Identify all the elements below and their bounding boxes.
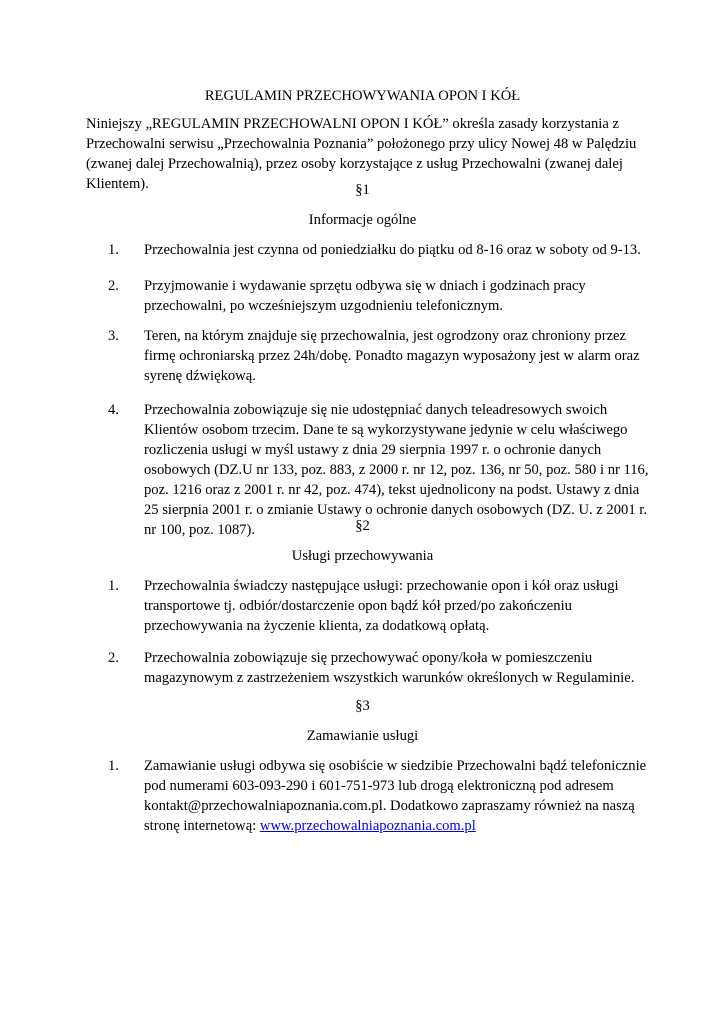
list-item-number: 1. xyxy=(108,758,119,774)
document-title: REGULAMIN PRZECHOWYWANIA OPON I KÓŁ xyxy=(204,88,521,104)
section-1-heading: Informacje ogólne xyxy=(308,212,417,228)
list-item-text: Przechowalnia jest czynna od poniedziałku do piątku od 8-16 oraz w soboty od 9-13. xyxy=(144,242,641,258)
section-3-heading: Zamawianie usługi xyxy=(306,728,419,744)
section-3-symbol: §3 xyxy=(355,698,370,714)
list-item-text xyxy=(144,756,650,836)
list-item-text: Teren, na którym znajduje się przechowalnia, jest ogrodzony oraz chroniony przez firmę ochroniarską przez 24h/dobę. Ponadto magazyn wyposażony jest w alarm oraz syrenę dźwiękową. xyxy=(144,328,640,384)
list-item-number: 4. xyxy=(108,402,119,418)
list-item-text: Przyjmowanie i wydawanie sprzętu odbywa się w dniach i godzinach pracy przechowalni, po wcześniejszym uzgodnieniu telefonicznym. xyxy=(144,278,586,314)
list-item-number: 3. xyxy=(108,328,119,344)
list-item-number: 1. xyxy=(108,578,119,594)
intro-paragraph: Niniejszy „REGULAMIN PRZECHOWALNI OPON I KÓŁ” określa zasady korzystania z Przechowalni serwisu „Przechowalnia Poznania” położonego przy ulicy Nowej 48 w Palędziu (zwanej dalej Przechowalnią), przez osoby korzystające z usług Przechowalni (zwanej dalej Klientem). xyxy=(86,116,637,192)
list-item-text: Przechowalnia zobowiązuje się przechowywać opony/koła w pomieszczeniu magazynowym z zastrzeżeniem wszystkich warunków określonych w Regulaminie. xyxy=(144,650,635,686)
section-1-symbol: §1 xyxy=(355,182,370,198)
section-2-symbol: §2 xyxy=(355,518,370,534)
list-item-text: Przechowalnia zobowiązuje się nie udostępniać danych teleadresowych swoich Klientów osobom trzecim. Dane te są wykorzystywane jedynie w celu właściwego rozliczenia usługi w myśl ustawy z dnia 29 sierpnia 1997 r. o ochronie danych osobowych (DZ.U nr 133, poz. 883, z 2000 r. nr 12, poz. 136, nr 50, poz. 580 i nr 116, poz. 1216 oraz z 2001 r. nr 42, poz. 474), tekst ujednolicony na podst. Ustawy z dnia 25 sierpnia 2001 r. o zmianie Ustawy o ochronie danych osobowych (DZ. U. z 2001 r. nr 100, poz. 1087). xyxy=(144,402,649,538)
list-item-number: 2. xyxy=(108,278,119,294)
list-item-text-body: Zamawianie usługi odbywa się osobiście w siedzibie Przechowalni bądź telefonicznie pod numerami 603-093-290 i 601-751-973 lub drogą elektroniczną pod adresem kontakt@przechowalniapoznania.com.pl. Dodatkowo zapraszamy również na naszą stronę internetową: xyxy=(144,758,647,834)
list-item-number: 2. xyxy=(108,650,119,666)
section-2-heading: Usługi przechowywania xyxy=(291,548,434,564)
list-item-number: 1. xyxy=(108,242,119,258)
list-item-text: Przechowalnia świadczy następujące usługi: przechowanie opon i kół oraz usługi transportowe tj. odbiór/dostarczenie opon bądź kół przed/po zakończeniu przechowywania na życzenie klienta, za dodatkową opłatą. xyxy=(144,578,619,634)
website-link[interactable]: www.przechowalniapoznania.com.pl xyxy=(259,818,476,834)
